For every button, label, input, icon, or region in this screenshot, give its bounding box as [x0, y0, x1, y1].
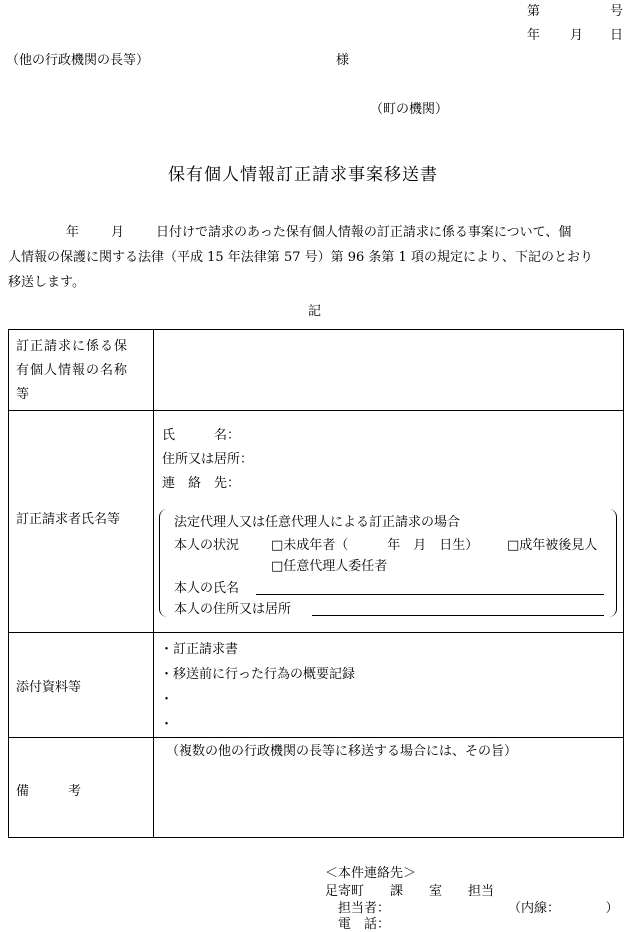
attachment-item-2: ・移送前に行った行為の概要記録 [160, 667, 356, 682]
addressee-sama: 様 [336, 53, 350, 68]
addressee: （他の行政機関の長等） [6, 53, 150, 68]
contact-extension: （内線： ） [508, 901, 619, 916]
ki-label: 記 [308, 304, 322, 319]
transfer-table [8, 329, 624, 838]
table-row-record-name [9, 330, 624, 411]
contact-phone: 電 話： [338, 917, 391, 932]
date-month: 月 [570, 28, 584, 43]
attachment-item-3[interactable]: ・ [160, 692, 174, 707]
contact-heading: ＜本件連絡先＞ [325, 866, 417, 881]
body-month: 月 [111, 225, 125, 240]
table-row-attachments [9, 633, 624, 738]
name-label: 氏 名： [162, 428, 241, 443]
proxy-heading: 法定代理人又は任意代理人による訂正請求の場合 [174, 515, 461, 530]
doc-number-dai: 第 [527, 4, 541, 19]
contact-dept: 足寄町 課 室 担当 [325, 884, 495, 899]
body-line-3: 移送します。 [8, 275, 85, 290]
label-cell-remarks [9, 738, 154, 838]
principal-name-field[interactable] [256, 594, 604, 595]
date-day: 日 [610, 28, 624, 43]
attachment-item-1: ・訂正請求書 [160, 642, 239, 657]
value-cell-remarks[interactable] [154, 738, 624, 838]
status-label: 本人の状況 [174, 538, 240, 553]
principal-address-field[interactable] [312, 615, 604, 616]
body-line-1-text: 日付けで請求のあった保有個人情報の訂正請求に係る事案について、個 [156, 225, 572, 240]
date-year: 年 [527, 28, 541, 43]
label-cell-attachments [9, 633, 154, 738]
value-cell-attachments [154, 633, 624, 738]
value-cell-record-name[interactable] [154, 330, 624, 411]
principal-name-label: 本人の氏名 [174, 581, 240, 596]
address-label: 住所又は居所： [162, 452, 254, 467]
body-paragraph [8, 220, 622, 295]
label-cell-record-name [9, 330, 154, 411]
row3-label: 添付資料等 [16, 679, 82, 695]
checkbox-proxy-principal[interactable]: □任意代理人委任者 [271, 559, 388, 574]
row1-label-line3: 等 [16, 387, 31, 402]
body-line-1 [8, 220, 622, 245]
table-row-requester [9, 411, 624, 633]
table-row-remarks [9, 738, 624, 838]
body-year: 年 [66, 225, 80, 240]
row1-label-line1: 訂正請求に係る保 [16, 339, 129, 354]
body-line-2: 人情報の保護に関する法律（平成 15 年法律第 57 号）第 96 条第 1 項の規定により、下記のとおり [8, 250, 593, 265]
doc-number-go: 号 [610, 4, 624, 19]
contact-label: 連 絡 先： [162, 476, 241, 491]
remarks-note: （複数の他の行政機関の長等に移送する場合には、その旨） [166, 744, 518, 759]
label-cell-requester [9, 411, 154, 633]
value-cell-requester [154, 411, 624, 633]
row1-label-line2: 有個人情報の名称 [16, 363, 129, 378]
contact-person: 担当者： [338, 901, 391, 916]
attachment-item-4[interactable]: ・ [160, 717, 174, 732]
row2-label: 訂正請求者氏名等 [16, 512, 121, 527]
checkbox-adult-ward[interactable]: □成年被後見人 [507, 538, 598, 553]
checkbox-minor[interactable]: □未成年者（ 年 月 日生） [271, 538, 479, 553]
sender: （町の機関） [370, 102, 449, 117]
principal-address-label: 本人の住所又は居所 [174, 602, 292, 617]
row4-label: 備 考 [16, 784, 82, 799]
page-title: 保有個人情報訂正請求事案移送書 [168, 165, 438, 185]
